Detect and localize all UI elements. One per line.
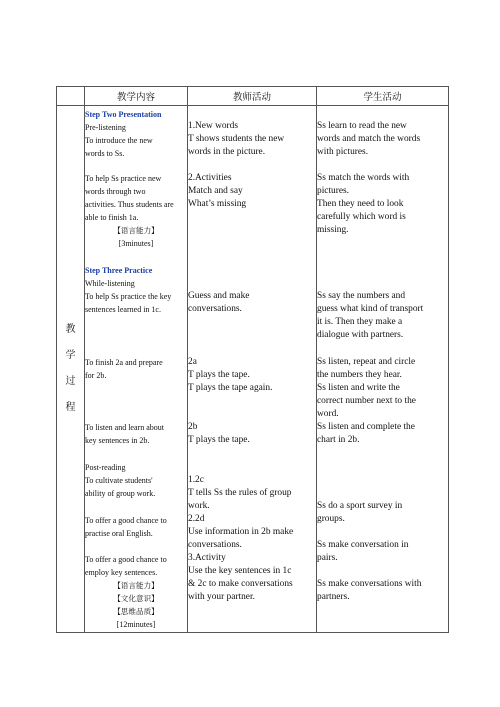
practice-block xyxy=(85,172,187,250)
student-text: Ss make conversation in xyxy=(317,540,409,550)
teacher-text: 2.2d xyxy=(188,514,205,524)
survey-block xyxy=(317,500,448,526)
time-label: [3minutes] xyxy=(118,239,154,248)
side-label-char: 学 xyxy=(65,350,76,361)
tag-culture: 【文化意识】 xyxy=(113,594,159,603)
tag-thinking: 【思维品质】 xyxy=(113,607,159,616)
student-text: Ss make conversations with xyxy=(317,579,422,589)
header-teacher-activity: 教师活动 xyxy=(188,87,317,106)
content-column xyxy=(85,106,188,633)
teacher-text: Match and say xyxy=(188,186,243,196)
cultivate-text: To cultivate students' xyxy=(85,476,153,485)
student-text: Ss say the numbers and xyxy=(317,291,406,301)
student-text: it is. Then they make a xyxy=(317,317,403,327)
student-text: missing. xyxy=(317,225,349,235)
header-blank-cell xyxy=(57,87,85,106)
listen-learn-text: key sentences in 2b. xyxy=(85,436,150,445)
step-two-heading: Step Two Presentation xyxy=(85,110,162,119)
table-header-row xyxy=(57,87,449,106)
match-block xyxy=(317,172,448,237)
student-text: word. xyxy=(317,409,339,419)
teacher-text: T plays the tape. xyxy=(188,370,250,380)
teacher-text: conversations. xyxy=(188,304,242,314)
student-text: pairs. xyxy=(317,553,338,563)
teacher-text: T shows students the new xyxy=(188,134,285,144)
partners-block xyxy=(317,578,448,604)
student-text: Ss match the words with xyxy=(317,173,410,183)
pairs-block xyxy=(317,539,448,565)
learn-block xyxy=(317,120,448,159)
student-text: Ss listen and complete the xyxy=(317,422,415,432)
practice-text: able to finish 1a. xyxy=(85,213,139,222)
lesson-plan-table xyxy=(56,86,449,633)
teacher-text: Use information in 2b make xyxy=(188,527,294,537)
header-student-activity: 学生活动 xyxy=(317,87,449,106)
employ-block xyxy=(85,553,187,631)
teacher-text: Guess and make xyxy=(188,291,250,301)
say-block xyxy=(317,290,448,342)
teacher-text: T plays the tape. xyxy=(188,435,250,445)
student-text: groups. xyxy=(317,514,345,524)
step-three-heading: Step Three Practice xyxy=(85,266,153,275)
teacher-2a-block xyxy=(188,356,316,395)
while-listening-label: While-listening xyxy=(85,279,135,288)
pre-listening-label: Pre-listening xyxy=(85,123,126,132)
side-label-char: 过 xyxy=(65,376,76,387)
teacher-text: Use the key sentences in 1c xyxy=(188,566,292,576)
teacher-text: 2.Activities xyxy=(188,173,232,183)
key-sentences-text: To help Ss practice the key xyxy=(85,292,172,301)
intro-words-text: To introduce the new xyxy=(85,136,153,145)
step-three-block xyxy=(85,264,187,316)
post-reading-block xyxy=(85,461,187,500)
teacher-text: 1.2c xyxy=(188,475,204,485)
step-two-block xyxy=(85,108,187,160)
student-text: the numbers they hear. xyxy=(317,370,402,380)
circle-block xyxy=(317,356,448,447)
teacher-text: & 2c to make conversations xyxy=(188,579,293,589)
employ-text: employ key sentences. xyxy=(85,568,158,577)
post-reading-label: Post-reading xyxy=(85,463,126,472)
teacher-text: 1.New words xyxy=(188,121,238,131)
teacher-2c-block xyxy=(188,474,316,604)
teacher-text: conversations. xyxy=(188,540,242,550)
guess-block xyxy=(188,290,316,316)
teacher-text: T plays the tape again. xyxy=(188,383,273,393)
teacher-text: T tells Ss the rules of group xyxy=(188,488,292,498)
listen-learn-text: To listen and learn about xyxy=(85,423,164,432)
new-words-block xyxy=(188,120,316,159)
listen-learn-block xyxy=(85,421,187,447)
teacher-2b-block xyxy=(188,421,316,447)
cultivate-text: ability of group work. xyxy=(85,489,156,498)
practice-text: words through two xyxy=(85,187,146,196)
student-text: Ss listen, repeat and circle xyxy=(317,357,416,367)
employ-text: To offer a good chance to xyxy=(85,555,167,564)
oral-block xyxy=(85,514,187,540)
time-label: [12minutes] xyxy=(116,620,156,629)
student-text: chart in 2b. xyxy=(317,435,360,445)
student-text: Then they need to look xyxy=(317,199,404,209)
student-text: correct number next to the xyxy=(317,396,416,406)
student-text: words and match the words xyxy=(317,134,421,144)
teacher-text: 2a xyxy=(188,357,197,367)
side-label-cell xyxy=(57,106,85,633)
student-text: partners. xyxy=(317,592,350,602)
teacher-text: What’s missing xyxy=(188,199,247,209)
teacher-text: 3.Activity xyxy=(188,553,226,563)
finish-2a-block xyxy=(85,356,187,382)
tag-language: 【语言能力】 xyxy=(113,581,159,590)
student-text: Ss do a sport survey in xyxy=(317,501,403,511)
practice-text: To help Ss practice new xyxy=(85,174,162,183)
student-text: with pictures. xyxy=(317,147,369,157)
oral-text: To offer a good chance to xyxy=(85,516,167,525)
teacher-text: words in the picture. xyxy=(188,147,266,157)
student-text: guess what kind of transport xyxy=(317,304,424,314)
finish-2a-text: To finish 2a and prepare xyxy=(85,358,163,367)
oral-text: practise oral English. xyxy=(85,529,153,538)
teacher-text: 2b xyxy=(188,422,198,432)
table-body-row xyxy=(57,106,449,633)
student-text: Ss learn to read the new xyxy=(317,121,407,131)
side-label-char: 程 xyxy=(65,402,76,413)
teacher-text: work. xyxy=(188,501,210,511)
lesson-page xyxy=(56,86,448,632)
activities-block xyxy=(188,172,316,211)
student-text: pictures. xyxy=(317,186,350,196)
key-sentences-text: sentences learned in 1c. xyxy=(85,305,161,314)
intro-words-text: words to Ss. xyxy=(85,149,125,158)
header-content: 教学内容 xyxy=(85,87,188,106)
student-text: carefully which word is xyxy=(317,212,406,222)
tag-language: 【语言能力】 xyxy=(113,226,159,235)
side-label-char: 教 xyxy=(65,324,76,335)
teacher-text: with your partner. xyxy=(188,592,255,602)
student-text: dialogue with partners. xyxy=(317,330,404,340)
student-column xyxy=(317,106,449,633)
finish-2a-text: for 2b. xyxy=(85,371,107,380)
teacher-column xyxy=(188,106,317,633)
student-text: Ss listen and write the xyxy=(317,383,400,393)
practice-text: activities. Thus students are xyxy=(85,200,174,209)
